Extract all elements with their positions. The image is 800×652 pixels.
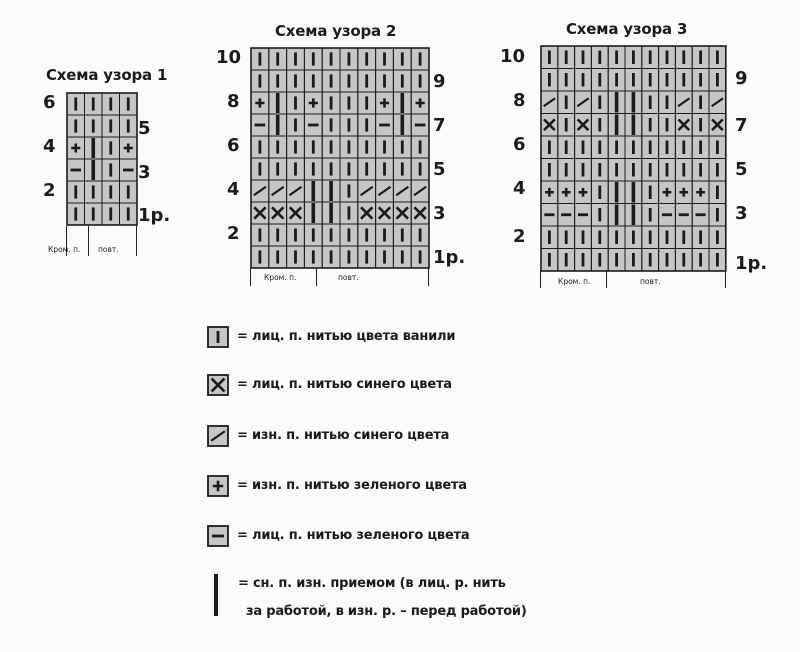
chart-3-row-6-label: 6 xyxy=(513,134,526,155)
chart-3-row-2-label: 2 xyxy=(513,226,526,247)
vanilla-knit-stitch-icon xyxy=(207,326,229,352)
chart-1-repeat-label: повт. xyxy=(98,245,119,254)
chart-3-edge-label: Кром. п. xyxy=(558,277,591,286)
legend-text-blue-purl: = изн. п. нитью синего цвета xyxy=(237,428,450,443)
chart-2-edge-bracket xyxy=(250,268,251,286)
chart-1-row-5-label: 5 xyxy=(138,118,151,139)
chart-2-row-3-label: 3 xyxy=(433,203,446,224)
chart-3-row-8-label: 8 xyxy=(513,90,526,111)
chart-1-row-4-label: 4 xyxy=(43,136,56,157)
chart-2-repeat-bracket-end xyxy=(428,268,429,286)
chart-1-row-6-label: 6 xyxy=(43,92,56,113)
chart-2-repeat-label: повт. xyxy=(338,273,359,282)
chart-2-row-4-label: 4 xyxy=(227,179,240,200)
chart-2-row-6-label: 6 xyxy=(227,135,240,156)
chart-3-edge-bracket xyxy=(540,270,541,288)
slip-stitch-icon xyxy=(214,574,218,616)
green-knit-symbol-svg xyxy=(207,525,229,547)
blue-purl-stitch-icon xyxy=(207,425,229,451)
chart-1-row-3-label: 3 xyxy=(138,162,151,183)
chart-3-row-1-label: 1р. xyxy=(735,253,768,274)
chart-1-repeat-bracket xyxy=(88,226,89,256)
slip-stitch-note-line-2: за работой, в изн. р. – перед работой) xyxy=(246,604,527,619)
slip-stitch-note-line-1: = сн. п. изн. приемом (в лиц. р. нить xyxy=(238,576,506,591)
chart-1-edge-label: Кром. п. xyxy=(48,245,81,254)
chart-3-row-7-label: 7 xyxy=(735,115,748,136)
chart-3-svg xyxy=(540,45,727,272)
chart-1-repeat-bracket-end xyxy=(136,226,137,256)
chart-1-row-1-label: 1р. xyxy=(138,205,171,226)
chart-1-title: Схема узора 1 xyxy=(46,66,168,84)
legend-text-blue-knit: = лиц. п. нитью синего цвета xyxy=(237,377,452,392)
chart-2-title: Схема узора 2 xyxy=(275,22,397,40)
blue-purl-symbol-svg xyxy=(207,425,229,447)
vanilla-knit-symbol-svg xyxy=(207,326,229,348)
chart-3-row-4-label: 4 xyxy=(513,178,526,199)
chart-2-row-9-label: 9 xyxy=(433,71,446,92)
chart-2-row-8-label: 8 xyxy=(227,91,240,112)
chart-3-repeat-label: повт. xyxy=(640,277,661,286)
chart-3-row-3-label: 3 xyxy=(735,203,748,224)
legend-text-green-purl: = изн. п. нитью зеленого цвета xyxy=(237,478,467,493)
legend-text-green-knit: = лиц. п. нитью зеленого цвета xyxy=(237,528,470,543)
chart-2-svg xyxy=(250,47,430,269)
chart-3-repeat-bracket-end xyxy=(725,270,726,288)
legend-text-vanilla-knit: = лиц. п. нитью цвета ванили xyxy=(237,329,456,344)
chart-2-row-10-label: 10 xyxy=(216,47,242,68)
chart-3-repeat-bracket xyxy=(606,270,607,288)
chart-1-svg xyxy=(66,92,138,226)
chart-2-row-1-label: 1р. xyxy=(433,247,466,268)
chart-3-grid xyxy=(540,45,727,272)
chart-2-repeat-bracket xyxy=(316,268,317,286)
chart-1-grid xyxy=(66,92,138,226)
chart-1-row-2-label: 2 xyxy=(43,180,56,201)
chart-3-row-9-label: 9 xyxy=(735,68,748,89)
blue-knit-stitch-icon xyxy=(207,374,229,400)
chart-2-grid xyxy=(250,47,430,269)
chart-3-row-5-label: 5 xyxy=(735,159,748,180)
green-knit-stitch-icon xyxy=(207,525,229,551)
chart-2-edge-label: Кром. п. xyxy=(264,273,297,282)
chart-2-row-7-label: 7 xyxy=(433,115,446,136)
blue-knit-symbol-svg xyxy=(207,374,229,396)
chart-3-row-10-label: 10 xyxy=(500,46,526,67)
chart-3-title: Схема узора 3 xyxy=(566,20,688,38)
green-purl-stitch-icon xyxy=(207,475,229,501)
chart-2-row-2-label: 2 xyxy=(227,223,240,244)
green-purl-symbol-svg xyxy=(207,475,229,497)
chart-2-row-5-label: 5 xyxy=(433,159,446,180)
